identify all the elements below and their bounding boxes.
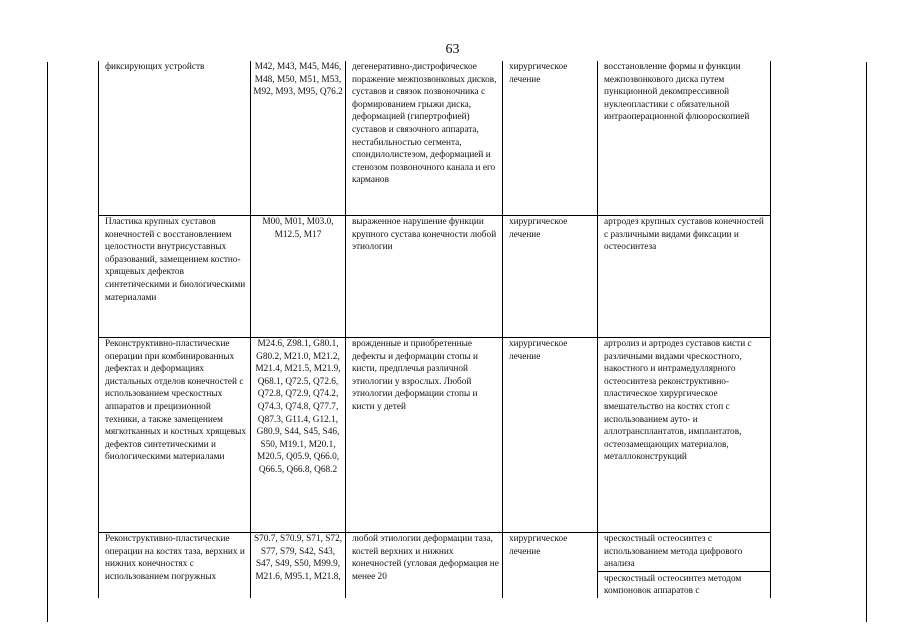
procedure-name-cell: Реконструктивно-пластические операции при комбинированных дефектах и деформациях дистальных отделов конечностей с использованием чрескостных аппаратов и прецизионной техники, а также замещением мягкотканных и костных хрящевых дефектов синтетическими и биологическими материалами [99, 338, 251, 533]
procedure-name-cell: фиксирующих устройств [99, 61, 251, 216]
treatment-type-cell: хирургическое лечение [503, 61, 598, 216]
treatment-type-cell: хирургическое лечение [503, 533, 598, 598]
icd-codes-cell: S70.7, S70.9, S71, S72, S77, S79, S42, S43, S47, S49, S50, M99.9, M21.6, M95.1, M21.8, [251, 533, 346, 598]
table-row [99, 533, 771, 598]
treatment-method-cell: артродез крупных суставов конечностей с различными видами фиксации и остеосинтеза [598, 216, 771, 338]
left-margin-line [47, 62, 48, 622]
treatment-method-cell: артролиз и артродез суставов кисти с различными видами чрескостного, накостного и интрамедуллярного остеосинтеза реконструктивно-пластическое хирургическое вмешательство на костях стоп с использованием ауто- и аллотрансплантатов, имплантатов, остеозамещающих материалов, металлоконструкций [598, 338, 771, 533]
patient-model-cell: дегенеративно-дистрофическое поражение межпозвонковых дисков, суставов и связок позвоночника с формированием грыжи диска, деформацией (гипертрофией) суставов и связочного аппарата, нестабильностью сегмента, спондилолистезом, деформацией и стенозом позвоночного канала и его карманов [346, 61, 503, 216]
table-row [99, 338, 771, 533]
table-row [99, 216, 771, 338]
icd-codes-cell: M00, M01, M03.0, M12.5, M17 [251, 216, 346, 338]
treatment-method-item: чрескостный остеосинтез методом компоновок аппаратов с [604, 573, 742, 597]
treatment-method-cell: восстановление формы и функции межпозвонкового диска путем пункционной декомпрессивной нуклеопластики с обязательной интраоперационной флюороскопией [598, 61, 771, 216]
patient-model-cell: выраженное нарушение функции крупного сустава конечности любой этиологии [346, 216, 503, 338]
icd-codes-cell: M24.6, Z98.1, G80.1, G80.2, M21.0, M21.2, M21.4, M21.5, M21.9, Q68.1, Q72.5, Q72.6, Q72.8, Q72.9, Q74.2, Q74.3, Q74.8, Q77.7, Q87.3, G11.4, G12.1, G80.9, S44, S45, S46, S50, M19.1, M20.1, M20.5, Q05.9, Q66.0, Q66.5, Q66.8, Q68.2 [251, 338, 346, 533]
table-row [99, 61, 771, 216]
page-number: 63 [445, 42, 460, 57]
procedure-name-cell: Реконструктивно-пластические операции на костях таза, верхних и нижних конечностях с использованием погружных [99, 533, 251, 598]
patient-model-cell: любой этиологии деформации таза, костей верхних и нижних конечностей (угловая деформация не менее 20 [346, 533, 503, 598]
treatment-type-cell: хирургическое лечение [503, 338, 598, 533]
procedures-table [98, 61, 771, 598]
procedure-name-cell: Пластика крупных суставов конечностей с восстановлением целостности внутрисуставных образований, замещением костно-хрящевых дефектов синтетическими и биологическими материалами [99, 216, 251, 338]
patient-model-cell: врожденные и приобретенные дефекты и деформации стопы и кисти, предплечья различной этиологии у взрослых. Любой этиологии деформации стопы и кисти у детей [346, 338, 503, 533]
treatment-type-cell: хирургическое лечение [503, 216, 598, 338]
icd-codes-cell: M42, M43, M45, M46, M48, M50, M51, M53, M92, M93, M95, Q76.2 [251, 61, 346, 216]
treatment-method-item: чрескостный остеосинтез с использованием метода цифрового анализа [598, 533, 770, 572]
treatment-method-cell [598, 533, 771, 598]
right-margin-line [866, 62, 867, 622]
